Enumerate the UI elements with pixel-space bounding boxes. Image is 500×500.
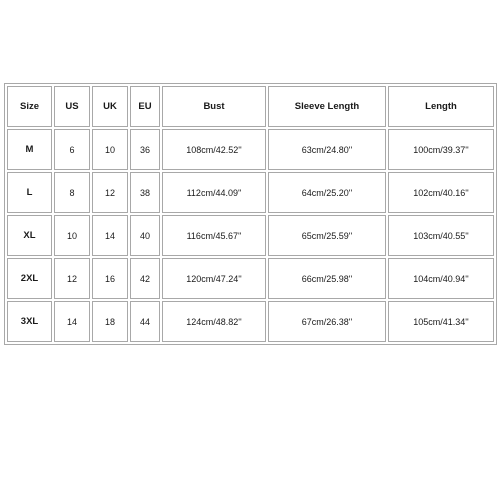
cell-sleeve-length: 66cm/25.98'' — [268, 258, 386, 299]
cell-uk: 12 — [92, 172, 128, 213]
cell-uk: 10 — [92, 129, 128, 170]
cell-bust: 108cm/42.52'' — [162, 129, 266, 170]
cell-bust: 120cm/47.24'' — [162, 258, 266, 299]
cell-length: 103cm/40.55'' — [388, 215, 494, 256]
header-us: US — [54, 86, 90, 127]
cell-uk: 16 — [92, 258, 128, 299]
cell-size: M — [7, 129, 52, 170]
cell-bust: 124cm/48.82'' — [162, 301, 266, 342]
cell-eu: 42 — [130, 258, 160, 299]
cell-sleeve-length: 67cm/26.38'' — [268, 301, 386, 342]
header-bust: Bust — [162, 86, 266, 127]
header-length: Length — [388, 86, 494, 127]
cell-sleeve-length: 65cm/25.59'' — [268, 215, 386, 256]
size-chart-table — [4, 83, 497, 345]
cell-size: 2XL — [7, 258, 52, 299]
table-row — [7, 172, 494, 213]
header-eu: EU — [130, 86, 160, 127]
cell-size: XL — [7, 215, 52, 256]
cell-length: 102cm/40.16'' — [388, 172, 494, 213]
table-header-row — [7, 86, 494, 127]
cell-sleeve-length: 64cm/25.20'' — [268, 172, 386, 213]
table-row — [7, 301, 494, 342]
cell-eu: 38 — [130, 172, 160, 213]
cell-size: 3XL — [7, 301, 52, 342]
cell-eu: 36 — [130, 129, 160, 170]
cell-size: L — [7, 172, 52, 213]
cell-us: 6 — [54, 129, 90, 170]
cell-length: 105cm/41.34'' — [388, 301, 494, 342]
header-sleeve-length: Sleeve Length — [268, 86, 386, 127]
table-row — [7, 215, 494, 256]
cell-us: 8 — [54, 172, 90, 213]
cell-us: 12 — [54, 258, 90, 299]
cell-us: 14 — [54, 301, 90, 342]
cell-uk: 18 — [92, 301, 128, 342]
cell-sleeve-length: 63cm/24.80'' — [268, 129, 386, 170]
cell-length: 104cm/40.94'' — [388, 258, 494, 299]
cell-bust: 112cm/44.09'' — [162, 172, 266, 213]
header-size: Size — [7, 86, 52, 127]
cell-us: 10 — [54, 215, 90, 256]
cell-eu: 40 — [130, 215, 160, 256]
header-uk: UK — [92, 86, 128, 127]
cell-uk: 14 — [92, 215, 128, 256]
table-row — [7, 258, 494, 299]
cell-length: 100cm/39.37'' — [388, 129, 494, 170]
table-row — [7, 129, 494, 170]
cell-bust: 116cm/45.67'' — [162, 215, 266, 256]
cell-eu: 44 — [130, 301, 160, 342]
